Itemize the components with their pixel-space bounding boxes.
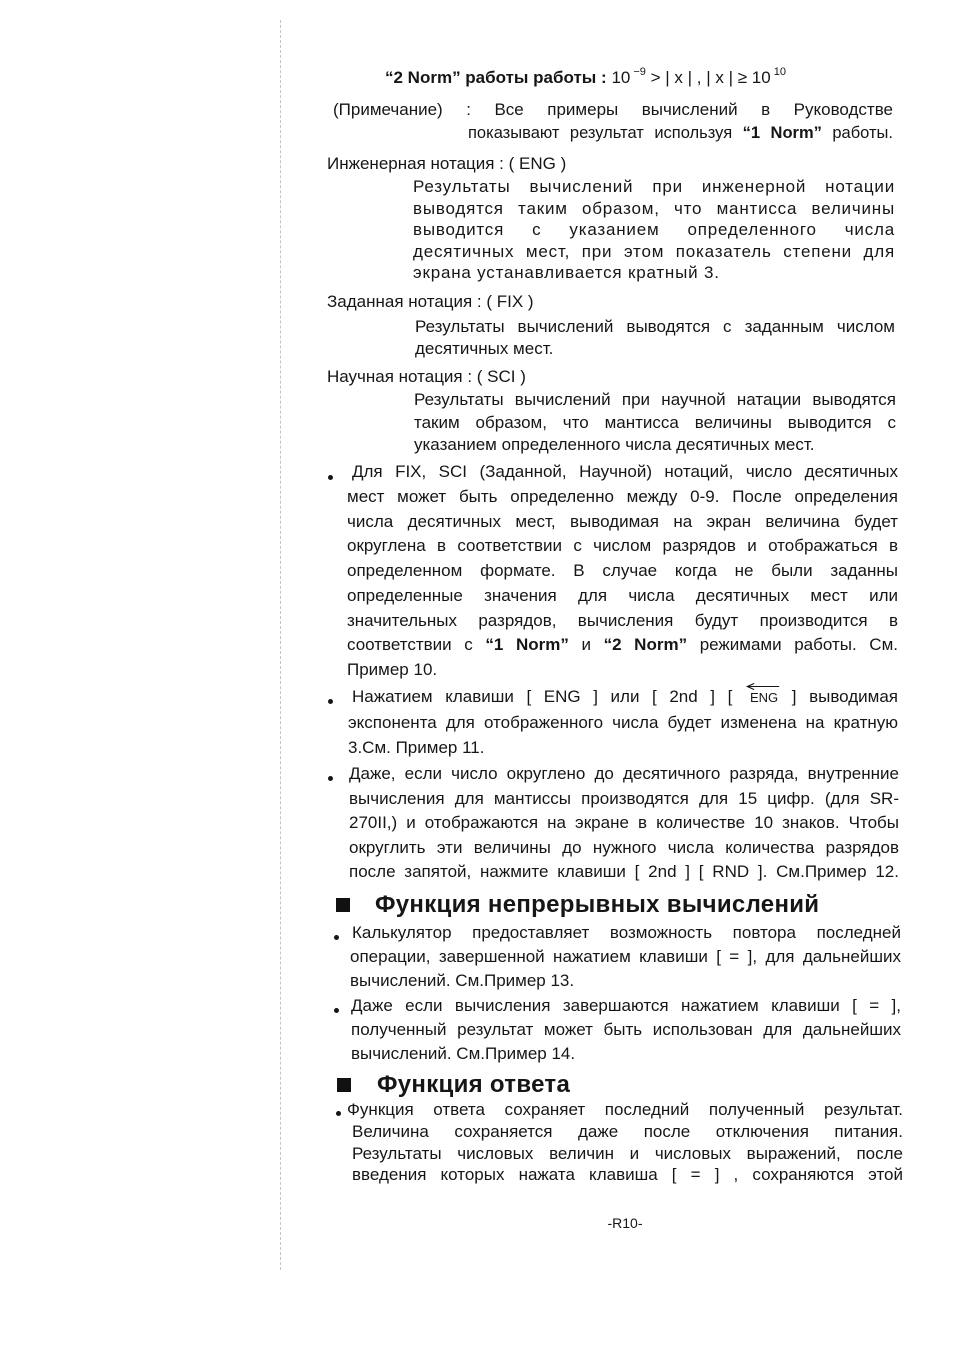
bullet-line: 270II,) и отображаются на экране в количестве 10 знаков. Чтобы <box>349 813 899 832</box>
bullet-fix-sci <box>347 460 898 683</box>
sci-description-line: указанием определенного числа десятичных мест. <box>414 435 815 454</box>
sci-description-line: Результаты вычислений при научной натации выводятся <box>414 390 896 409</box>
bullet-line: числа десятичных мест, выводимая на экран величина будет <box>347 511 898 531</box>
eng-shift-key <box>745 691 779 704</box>
bullet-line <box>347 633 898 658</box>
page-number: -R10- <box>607 1215 643 1231</box>
norm2-base: 10 <box>611 68 631 87</box>
sci-description <box>414 389 896 457</box>
fix-heading: Заданная нотация : ( FIX ) <box>327 292 534 311</box>
bullet-answer <box>347 1099 903 1186</box>
sci-heading: Научная нотация : ( SCI ) <box>327 367 526 386</box>
bullet-line: введения которых нажата клавиша [ = ] , сохраняются этой <box>352 1165 903 1185</box>
note-norm1-label: “1 Norm” <box>742 124 822 142</box>
section-heading-continuous: Функция непрерывных вычислений <box>375 891 820 918</box>
bullet-line: округлена в соответствии с числом разрядов и отображаться в <box>347 536 898 556</box>
norm2-exponent-upper: 10 <box>773 66 786 78</box>
bullet-rounding <box>349 762 899 885</box>
fix-description-line: Результаты вычислений выводятся с заданным числом <box>415 317 895 336</box>
bullet-line: округлить эти величины до нужного числа количества разрядов <box>349 837 899 857</box>
eng-description-line: Результаты вычислений при инженерной нотации <box>413 177 895 196</box>
eng-heading: Инженерная нотация : ( ENG ) <box>327 154 567 173</box>
bullet-icon <box>328 475 333 480</box>
bullet-icon <box>334 1008 339 1013</box>
left-arrow-icon <box>745 683 779 690</box>
bullet-line: Даже, если число округлено до десятичного разряда, внутренние <box>349 764 899 783</box>
bullet-text: соответствии с <box>347 635 473 655</box>
note-line: (Примечание) : Все примеры вычислений в Руководстве <box>333 100 893 119</box>
bullet-icon <box>328 776 333 781</box>
bullet-line: операции, завершенной нажатием клавиши [ = ], для дальнейших <box>350 947 901 966</box>
bullet-eng-key <box>348 684 898 761</box>
bullet-line: мест может быть определенно между 0-9. После определения <box>347 486 898 506</box>
bullet-text: ] выводимая <box>791 687 899 706</box>
scan-margin-line <box>280 20 281 1270</box>
bullet-line: Даже если вычисления завершаются нажатием клавиши [ = ], <box>351 996 901 1015</box>
fix-description-line: десятичных мест. <box>415 339 554 358</box>
note-line <box>468 121 893 145</box>
sci-description-line: таким образом, что мантисса величины выводится с <box>414 412 896 432</box>
bullet-line: Калькулятор предоставляет возможность повтора последней <box>352 923 901 942</box>
eng-description-line: экрана устанавливается кратный 3. <box>413 263 720 282</box>
bullet-line: Функция ответа сохраняет последний полученный результат. <box>347 1100 903 1119</box>
note-text: работы. <box>832 124 893 142</box>
note-block <box>333 98 893 122</box>
eng-description-line: выводится с указанием определенного числа <box>413 220 895 239</box>
norm2-exponent-lower: −9 <box>633 66 646 78</box>
bullet-line: вычислений. См.Пример 14. <box>351 1044 576 1063</box>
fix-description <box>415 316 895 360</box>
section-marker-icon <box>337 1078 351 1092</box>
bullet-line: экспонента для отображенного числа будет изменена на кратную <box>348 712 898 732</box>
bullet-line: Результаты числовых величин и числовых выражений, после <box>352 1143 903 1163</box>
bullet-line: вычислений. См.Пример 13. <box>350 971 575 990</box>
bullet-icon <box>336 1111 341 1116</box>
bullet-line: значительных разрядов, вычисления будут производится в <box>347 610 898 630</box>
bullet-line: определенном формате. В случае когда не были заданны <box>347 561 898 580</box>
section-marker-icon <box>336 898 350 912</box>
eng-description-line: десятичных мест, при этом показатель степени для <box>413 241 895 261</box>
eng-description <box>413 176 895 284</box>
bullet-line: Для FIX, SCI (Заданной, Научной) нотаций, число десятичных <box>352 462 898 481</box>
bullet-line: полученный результат может быть использован для дальнейших <box>351 1020 901 1039</box>
bullet-icon <box>328 699 333 704</box>
eng-description-line: выводятся таким образом, что мантисса величины <box>413 198 895 218</box>
norm2-range-line <box>385 66 786 90</box>
norm2-label: “2 Norm” <box>603 635 688 655</box>
norm1-label: “1 Norm” <box>485 635 569 655</box>
bullet-line: Пример 10. <box>347 660 438 679</box>
bullet-text: Нажатием клавиши [ ENG ] или [ 2nd ] [ <box>352 687 733 706</box>
norm2-label: “2 Norm” работы работы : <box>385 68 607 87</box>
bullet-line: 3.См. Пример 11. <box>348 738 485 757</box>
eng-key-label: ENG <box>749 690 779 705</box>
bullet-line: вычисления для мантиссы производятся для 15 цифр. (для SR- <box>349 788 899 808</box>
bullet-continuous-result <box>351 994 901 1066</box>
norm2-condition: > | x | , | x | ≥ 10 <box>650 68 771 87</box>
note-block-continued <box>468 121 893 145</box>
bullet-line: Величина сохраняется даже после отключения питания. <box>352 1121 903 1141</box>
note-text: показывают результат используя <box>468 124 733 142</box>
section-heading-answer: Функция ответа <box>377 1071 571 1098</box>
bullet-line: определенные значения для числа десятичных мест или <box>347 585 898 605</box>
bullet-icon <box>334 935 339 940</box>
bullet-text: и <box>581 635 591 655</box>
bullet-line: после запятой, нажмите клавиши [ 2nd ] [ RND ]. См.Пример 12. <box>349 862 899 881</box>
bullet-continuous-repeat <box>350 921 901 993</box>
bullet-text: режимами работы. См. <box>699 635 898 655</box>
bullet-line <box>348 684 898 710</box>
